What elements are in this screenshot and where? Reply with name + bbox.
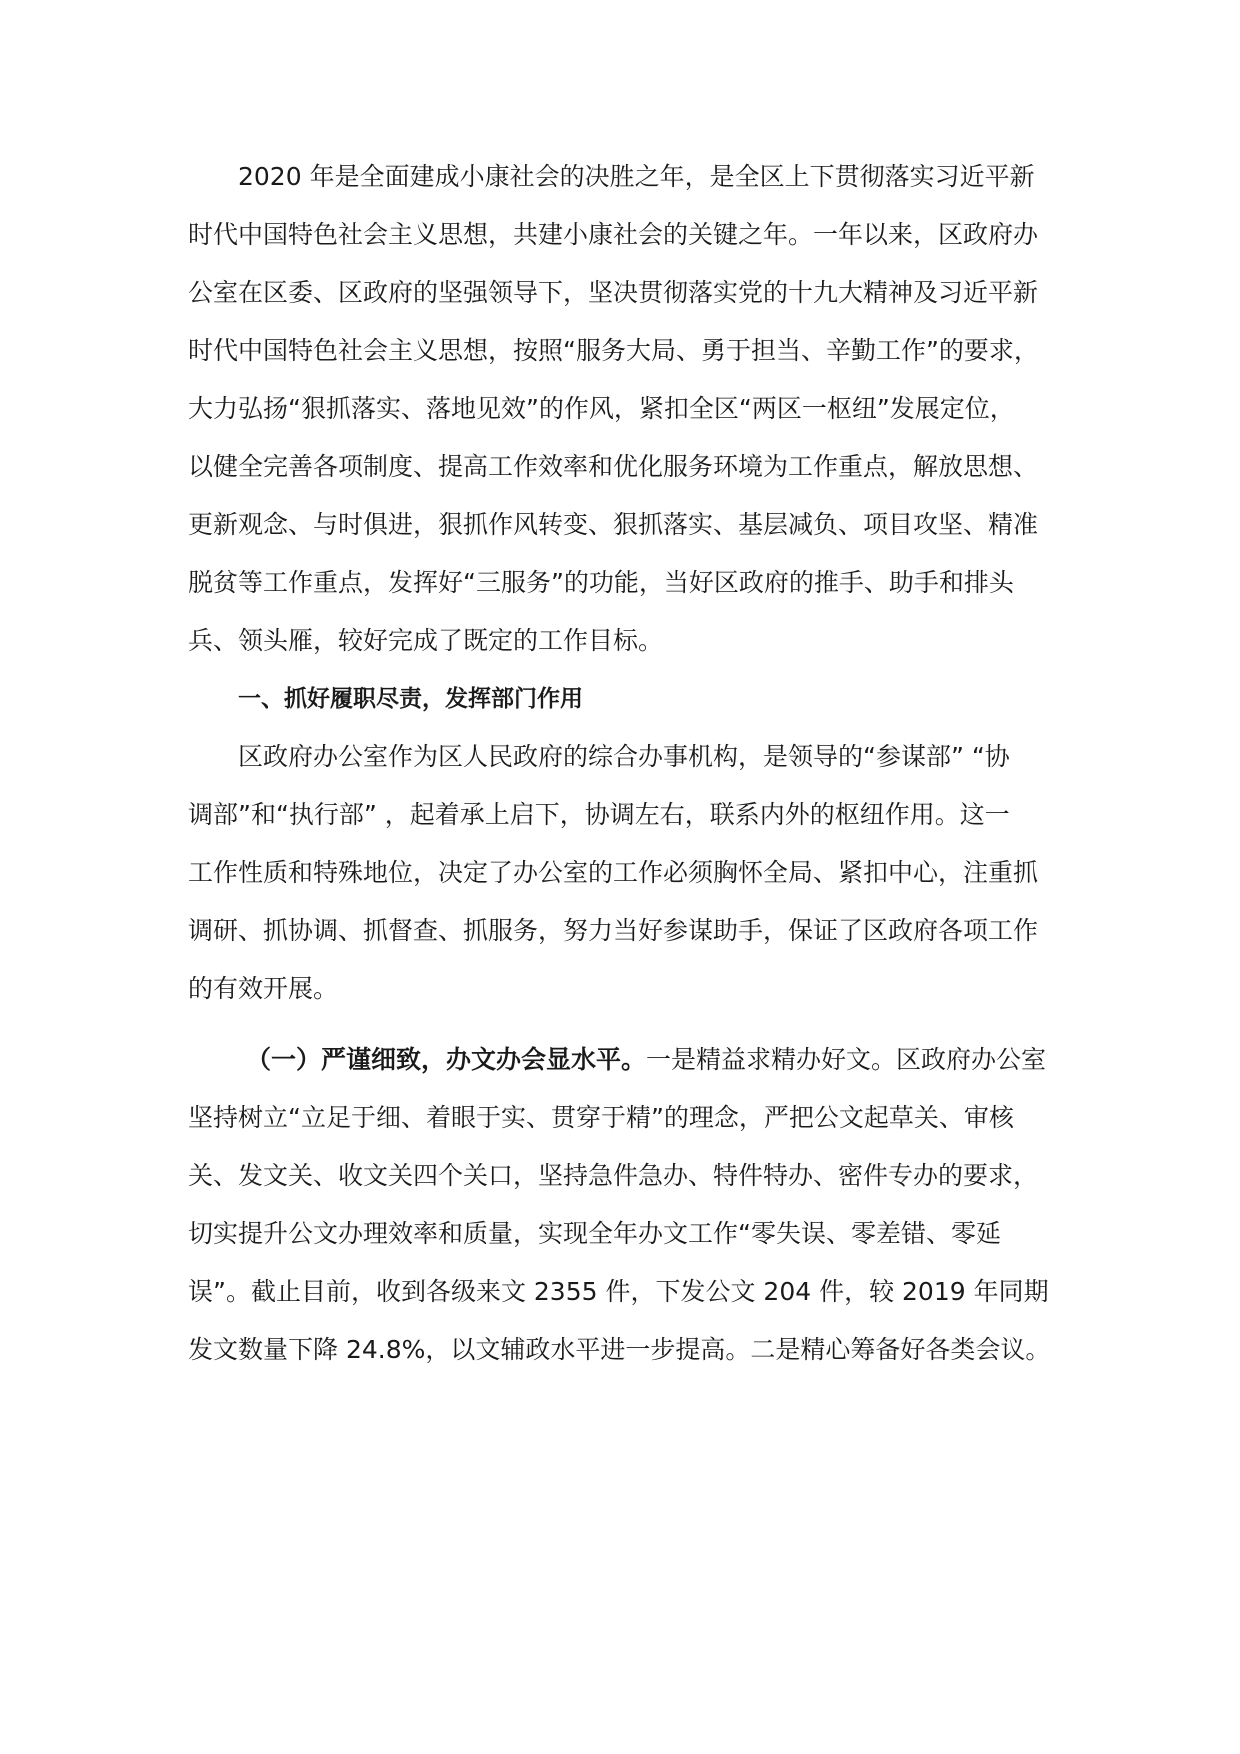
- paragraph-line: 工作性质和特殊地位，决定了办公室的工作必须胸怀全局、紧扣中心，注重抓: [188, 858, 1039, 887]
- paragraph-line: 切实提升公文办理效率和质量，实现全年办文工作“零失误、零差错、零延: [188, 1219, 1001, 1248]
- paragraph-line: 关、发文关、收文关四个关口，坚持急件急办、特件特办、密件专办的要求，: [188, 1161, 1039, 1190]
- paragraph-line: 误”。截止目前，收到各级来文 2355 件，下发公文 204 件，较 2019 年同期: [188, 1277, 1049, 1306]
- paragraph-line: 脱贫等工作重点，发挥好“三服务”的功能，当好区政府的推手、助手和排头: [188, 568, 1014, 597]
- paragraph-line: 坚持树立“立足于细、着眼于实、贯穿于精”的理念，严把公文起草关、审核: [188, 1103, 1014, 1132]
- paragraph-line: 调研、抓协调、抓督查、抓服务，努力当好参谋助手，保证了区政府各项工作: [188, 916, 1039, 945]
- paragraph-line: 2020 年是全面建成小康社会的决胜之年，是全区上下贯彻落实习近平新: [238, 162, 1035, 191]
- subsection-text: 一是精益求精办好文。区政府办公室: [646, 1045, 1047, 1074]
- paragraph-line: 的有效开展。: [188, 974, 339, 1003]
- paragraph-line: 更新观念、与时俱进，狠抓作风转变、狠抓落实、基层减负、项目攻坚、精准: [188, 510, 1039, 539]
- paragraph-line: 大力弘扬“狠抓落实、落地见效”的作风，紧扣全区“两区一枢纽”发展定位，: [188, 394, 1015, 423]
- paragraph-line: 公室在区委、区政府的坚强领导下，坚决贯彻落实党的十九大精神及习近平新: [188, 278, 1039, 307]
- paragraph-line: 兵、领头雁，较好完成了既定的工作目标。: [188, 626, 664, 655]
- paragraph-line: 以健全完善各项制度、提高工作效率和优化服务环境为工作重点，解放思想、: [188, 452, 1039, 481]
- paragraph-line: 区政府办公室作为区人民政府的综合办事机构，是领导的“参谋部” “协: [238, 742, 1010, 771]
- section-heading: 一、抓好履职尽责，发挥部门作用: [238, 686, 583, 712]
- paragraph-line: 时代中国特色社会主义思想，按照“服务大局、勇于担当、辛勤工作”的要求，: [188, 336, 1039, 365]
- subsection-line: [246, 1043, 1068, 1077]
- paragraph-line: 时代中国特色社会主义思想，共建小康社会的关键之年。一年以来，区政府办: [188, 220, 1039, 249]
- subsection-heading: （一）严谨细致，办文办会显水平。: [246, 1045, 647, 1074]
- paragraph-line: 发文数量下降 24.8%，以文辅政水平进一步提高。二是精心筹备好各类会议。: [188, 1335, 1051, 1364]
- paragraph-line: 调部”和“执行部” ，起着承上启下，协调左右，联系内外的枢纽作用。这一: [188, 800, 1010, 829]
